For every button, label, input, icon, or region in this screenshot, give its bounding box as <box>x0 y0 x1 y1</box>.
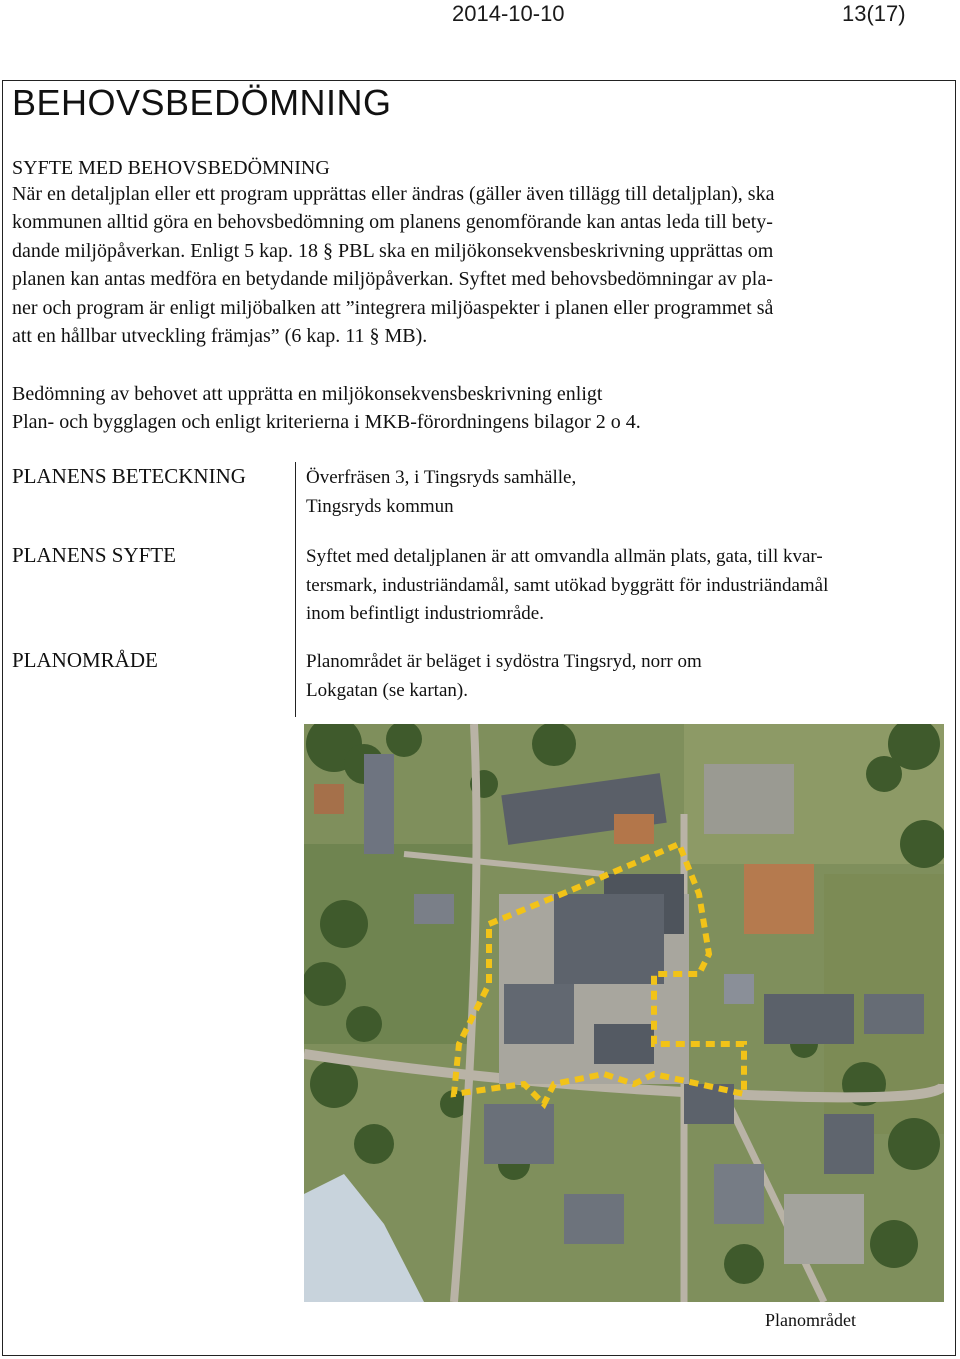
paragraph-line: planen kan antas medföra en betydande miljöpåverkan. Syftet med behovsbedömningar av pla- <box>12 268 773 291</box>
plan-area-value <box>306 648 946 705</box>
page-number: 13(17) <box>842 1 906 26</box>
header-date: 2014-10-10 <box>452 1 565 26</box>
table-divider <box>295 462 296 717</box>
paragraph-line: att en hållbar utveckling främjas” (6 kap. 11 § MB). <box>12 325 428 348</box>
purpose-paragraph <box>12 180 942 350</box>
plan-area-label: PLANOMRÅDE <box>12 648 158 672</box>
plan-purpose-value <box>306 543 946 629</box>
value-line: tersmark, industriändamål, samt utökad byggrätt för industriändamål <box>306 574 829 596</box>
value-line: Lokgatan (se kartan). <box>306 679 468 701</box>
assessment-paragraph <box>12 380 942 437</box>
plan-purpose-label: PLANENS SYFTE <box>12 543 176 567</box>
paragraph-line: När en detaljplan eller ett program upprättas eller ändras (gäller även tillägg till detaljplan), ska <box>12 183 775 205</box>
paragraph-line: Bedömning av behovet att upprätta en miljökonsekvensbeskrivning enligt <box>12 383 603 405</box>
paragraph-line: Plan- och bygglagen och enligt kriterierna i MKB-förordningens bilagor 2 o 4. <box>12 411 641 434</box>
parking-lot <box>704 764 794 834</box>
value-line: Syftet med detaljplanen är att omvandla allmän plats, gata, till kvar- <box>306 546 823 567</box>
paragraph-line: dande miljöpåverkan. Enligt 5 kap. 18 § PBL ska en miljökonsekvensbeskrivning upprättas om <box>12 239 774 262</box>
paragraph-line: ner och program är enligt miljöbalken att ”integrera miljöaspekter i planen eller programmet så <box>12 296 774 319</box>
plan-designation-value <box>306 464 946 521</box>
plan-designation-label: PLANENS BETECKNING <box>12 464 246 488</box>
value-line: Tingsryds kommun <box>306 495 454 517</box>
paragraph-line: kommunen alltid göra en behovsbedömning om planens genomförande kan antas leda till bety- <box>12 211 773 234</box>
section-heading: SYFTE MED BEHOVSBEDÖMNING <box>12 157 330 179</box>
value-line: inom befintligt industriområde. <box>306 603 544 624</box>
parking-lot <box>784 1194 864 1264</box>
value-line: Planområdet är beläget i sydöstra Tingsryd, norr om <box>306 651 702 672</box>
page-title: BEHOVSBEDÖMNING <box>12 82 392 123</box>
map-field <box>304 844 474 1044</box>
aerial-map <box>304 724 944 1302</box>
map-caption: Planområdet <box>765 1310 856 1330</box>
value-line: Överfräsen 3, i Tingsryds samhälle, <box>306 467 577 488</box>
